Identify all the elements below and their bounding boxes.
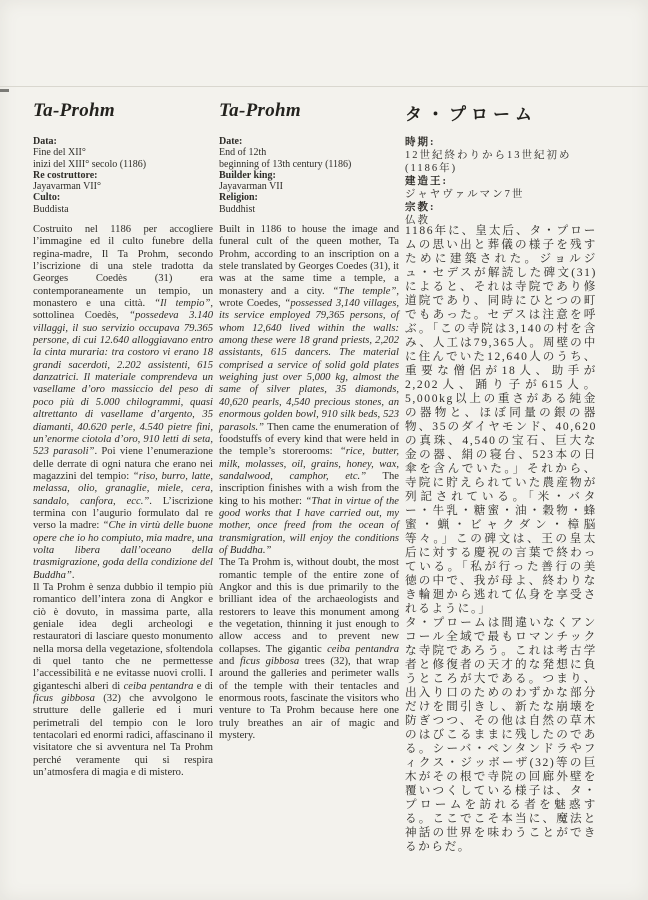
- body-paragraph: [33, 582, 213, 780]
- meta-label: Re costruttore:: [33, 169, 98, 181]
- column-meta-italian: [33, 136, 213, 215]
- meta-label: Culto:: [33, 192, 61, 204]
- body-text: The inscription finishes with a wish from the king to his mother:: [219, 470, 399, 507]
- meta-label: 宗教:: [405, 202, 436, 213]
- column-title-japanese: タ・プローム: [405, 105, 537, 124]
- body-text-italic: ficus gibbosa: [33, 693, 95, 705]
- meta-label: 建造王:: [405, 176, 448, 187]
- body-text: . Poi viene l’enumerazione delle derrate di ogni natura che erano nei magazzini del tempio:: [33, 446, 213, 482]
- column-body-english: [219, 224, 399, 742]
- meta-value: ジャヤヴァルマン7世: [405, 189, 525, 200]
- body-text: , wrote Coedes,: [219, 285, 399, 310]
- meta-value: End of 12th: [219, 147, 267, 159]
- body-text: (32) che avvolgono le strutture delle gallerie ed i muri perimetrali del tempio con le loro tentacolari ed enormi radici, affascinano il visitatore che si avventura nel Ta Prohm perché veramente qui si respira un’atmosfera di magia e di mistero.: [33, 693, 213, 779]
- column-meta-english: [219, 136, 399, 215]
- body-text: e di: [193, 680, 213, 692]
- body-text-italic: “That in virtue of the good works that I have carried out, my mother, once freed from the ocean of transmigration, will enjoy the conditions of Buddha.”: [219, 495, 399, 556]
- column-meta-japanese: [405, 136, 597, 227]
- body-text: Il Ta Prohm è senza dubbio il tempio più romantico dell’intera zona di Angkor e ciò è dovuto, in massima parte, alla geniale idea degli archeologi e restauratori di lasciare questo monumento nella morsa della vegetazione, sfoltendola di quel tanto che ne permettesse l’accessibilità e ne evitasse nuovi crolli. I giganteschi alberi di: [33, 581, 213, 692]
- meta-value: Jayavarman VII°: [33, 181, 101, 193]
- body-text-italic: “Il tempio”: [154, 298, 211, 310]
- meta-label: 時期:: [405, 137, 436, 148]
- body-text: Then came the enumeration of foodstuffs of every kind that were held in the temple’s storerooms:: [219, 421, 399, 458]
- meta-value: Fine del XII°: [33, 147, 86, 159]
- body-text: and: [219, 656, 240, 668]
- meta-value: Buddista: [33, 203, 69, 215]
- body-text: , sottolinea Coedès,: [33, 298, 213, 322]
- body-paragraph: [405, 616, 597, 854]
- meta-label: Religion:: [219, 192, 258, 204]
- column-italian: [33, 100, 213, 800]
- column-body-japanese: [405, 224, 597, 854]
- body-text-italic: ceiba pentandra: [327, 643, 399, 655]
- meta-value: beginning of 13th century (1186): [219, 158, 352, 170]
- meta-value: 12世紀終わりから13世紀初め: [405, 150, 572, 161]
- body-text: The Ta Prohm is, without doubt, the most romantic temple of the entire zone of Angkor and this is due primarily to the brilliant idea of the archaeologists and restorers to leave this monument among the vegetation, thinning it just enough to allow access and to prevent new collapses. The gigantic: [219, 557, 399, 655]
- three-column-layout: [33, 100, 597, 853]
- meta-value: inizi del XIII° secolo (1186): [33, 158, 147, 170]
- body-text-italic: ficus gibbosa: [239, 656, 300, 668]
- body-text: タ・プロームは間違いなくアンコール全域で最もロマンチックな寺院であろう。これは考古学者と修復者の天才的な発想に負うところが大である。つまり、出入り口のためのわずかな部分だけを間引きし、新たな崩壊を防ぎつつ、その他は自然の草木のはびこるままに残したのである。シーバ・ペンタンドラやフィクス・ジッボーザ(32)等の巨木がその根で寺院の回廊外壁を覆いつくしている様子は、タ・プロームを訪れる者を魅惑する。ここでこそ本当に、魔法と神話の世界を味わうことができるからだ。: [405, 616, 597, 853]
- body-text-italic: “possessed 3,140 villages, its service employed 79,365 persons, of whom 12,640 lived within the walls: among these were 18 grand priests, 2,202 assistants, 615 dancers. The material comprised a service of solid gold plates weighing just over 5,000 kg, almost the same of silver plates, 35 diamonds, 40,620 pearls, 4,540 precious stones, an enormous golden bowl, 910 silk beds, 523 parasols.”: [219, 298, 399, 433]
- column-body-italian: [33, 224, 213, 779]
- column-english: [219, 100, 399, 800]
- body-text: . L’iscrizione termina con l’augurio formulato dal re verso la madre:: [33, 495, 213, 532]
- meta-label: Date:: [219, 136, 243, 147]
- meta-value: Jayavarman VII: [219, 181, 283, 193]
- body-text: 1186年に、皇太后、タ・プロームの思い出と葬儀の様子を残すために建築された。ジョルジュ・セデスが解読した碑文(31)によると、それは寺院であり修道院であり、同時にひとつの町でもあった。セデスは注意を呼ぶ。「この寺院は3,140の村を含み、人工は79,365人。周壁の中に住んでいた12,640人のうち、重要な僧侶が18人、助手が2,202人、踊り子が615人。5,000kg以上の重さがある純金の器物と、ほぼ同量の銀の器物、35のダイヤモンド、40,620の真珠、4,540の宝石、巨大な金の器、絹の寝台、523本の日傘を含んでいた。」それから、寺院に貯えられていた農産物が列記されている。「米・バター・牛乳・糖蜜・油・穀物・蜂蜜・蝋・ビャクダン・樟脳等々。」この碑文は、王の皇太后に対する慶祝の言葉で終わっている。「私が行った善行の美徳の中で、我が母よ、終わりなき輪廻から逃れて仏身を享受されるように。」: [405, 224, 597, 615]
- page-top-rule: [0, 86, 648, 87]
- body-text: Built in 1186 to house the image and funeral cult of the queen mother, Ta Prohm, according to an inscription on a stele translated by Georges Coedes (31), it was at the same time a temple, a monastery and a city.: [219, 224, 399, 297]
- body-text-italic: “possedeva 3.140 villaggi, il suo servizio occupava 79.365 persone, di cui 12.640 alloggiavano entro la cinta muraria: tra costoro vi erano 18 grandi sacerdoti, 2.202 assistenti, 615 danzatrici. Il materiale comprendeva un vasellame d’oro massiccio del peso di poco più di 5.000 chilogrammi, quasi altrettanto di vasellame d’argento, 35 diamanti, 40.620 perle, 4.540 pietre fini, un’enorme ciotola d’oro, 910 letti di seta, 523 parasoli”: [33, 310, 213, 458]
- meta-value: 仏教: [405, 215, 430, 226]
- meta-value: Buddhist: [219, 203, 256, 215]
- body-text-italic: “Che in virtù delle buone opere che io ho compiuto, mia madre, una volta libera dall’oceano della trasmigrazione, goda della condizione del Buddha”: [33, 520, 214, 581]
- body-text-italic: ceiba pentandra: [123, 680, 194, 692]
- body-paragraph: [219, 557, 399, 742]
- body-text-italic: “riso, burro, latte, melassa, olio, granaglie, miele, cera, sandalo, canfora, ecc.”: [33, 470, 213, 507]
- meta-value: (1186年): [405, 163, 458, 174]
- body-paragraph: [219, 224, 399, 557]
- body-paragraph: [33, 224, 213, 582]
- body-text: trees (32), that wrap around the galleries and perimeter walls of the temple with their tentacles and enormous roots, fascinate the visitors who venture to Ta Prohm because here one truly breathes an air of magic and mystery.: [219, 656, 399, 742]
- body-text: Costruito nel 1186 per accogliere l’immagine ed il culto funebre della regina-madre, Il Ta Prohm, secondo l’iscrizione di una stele tradotta da Georges Coedès (31) era contemporaneamente un tempio, un monastero e una città.: [33, 224, 213, 310]
- body-text: .: [71, 569, 75, 581]
- column-title-italian: Ta-Prohm: [33, 100, 115, 121]
- column-title-english: Ta-Prohm: [219, 100, 301, 121]
- scan-edge-mark: [0, 89, 9, 92]
- body-text-italic: “rice, butter, milk, molasses, oil, grains, honey, wax, sandalwood, camphor, etc.”: [219, 446, 399, 482]
- body-text-italic: “The temple”: [332, 285, 397, 297]
- meta-label: Data:: [33, 136, 57, 147]
- meta-label: Builder king:: [219, 169, 276, 181]
- body-paragraph: [405, 224, 597, 616]
- column-japanese: [405, 100, 597, 853]
